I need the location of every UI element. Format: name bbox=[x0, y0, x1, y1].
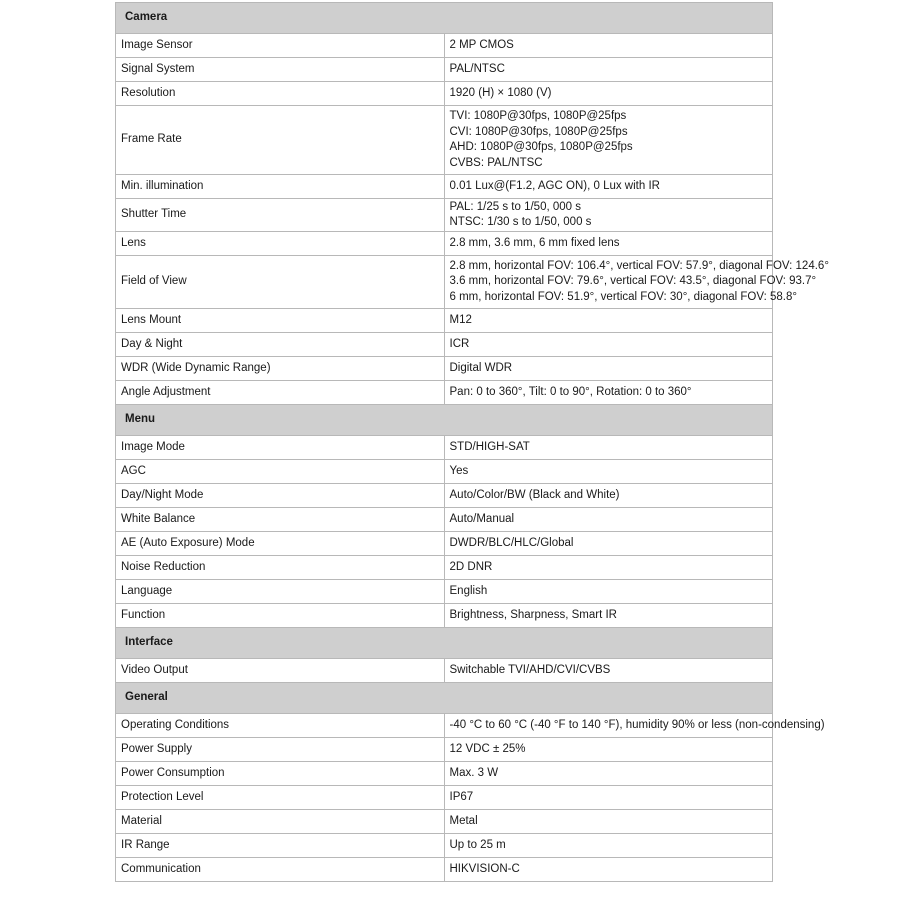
spec-row bbox=[116, 714, 773, 738]
spec-label: Image Mode bbox=[116, 436, 445, 460]
spec-value-line: PAL: 1/25 s to 1/50, 000 s bbox=[449, 200, 581, 213]
spec-table-body bbox=[116, 3, 829, 882]
spec-row bbox=[116, 333, 773, 357]
spec-label: WDR (Wide Dynamic Range) bbox=[116, 357, 445, 381]
spec-value-line: Auto/Color/BW (Black and White) bbox=[449, 488, 620, 501]
spec-label: Min. illumination bbox=[116, 175, 445, 199]
spec-value bbox=[444, 858, 773, 882]
spec-label: Power Consumption bbox=[116, 762, 445, 786]
spec-value-line: 6 mm, horizontal FOV: 51.9°, vertical FOV: 30°, diagonal FOV: 58.8° bbox=[449, 290, 797, 303]
spec-value-line: 12 VDC ± 25% bbox=[449, 742, 526, 755]
spec-label: Communication bbox=[116, 858, 445, 882]
spec-label: Operating Conditions bbox=[116, 714, 445, 738]
spec-value bbox=[444, 58, 773, 82]
spec-value-line: HIKVISION-C bbox=[449, 862, 520, 875]
spec-value bbox=[444, 232, 773, 256]
spec-value bbox=[444, 82, 773, 106]
spec-label: Signal System bbox=[116, 58, 445, 82]
spec-value-line: Yes bbox=[449, 464, 469, 477]
spec-label: Resolution bbox=[116, 82, 445, 106]
spec-value bbox=[444, 659, 773, 683]
spec-value-line: English bbox=[449, 584, 488, 597]
spec-value-line: 3.6 mm, horizontal FOV: 79.6°, vertical FOV: 43.5°, diagonal FOV: 93.7° bbox=[449, 275, 817, 288]
spec-label: Shutter Time bbox=[116, 199, 445, 232]
spec-row bbox=[116, 309, 773, 333]
spec-value-line: 2D DNR bbox=[449, 560, 493, 573]
spec-value-line: IP67 bbox=[449, 790, 474, 803]
spec-value-line: -40 °C to 60 °C (-40 °F to 140 °F), humidity 90% or less (non-condensing) bbox=[449, 718, 825, 731]
spec-value bbox=[444, 381, 773, 405]
spec-value bbox=[444, 786, 773, 810]
spec-value bbox=[444, 256, 829, 309]
spec-row bbox=[116, 556, 773, 580]
section-title: Camera bbox=[116, 3, 773, 34]
spec-value bbox=[444, 199, 773, 232]
spec-value bbox=[444, 810, 773, 834]
spec-value-line: Pan: 0 to 360°, Tilt: 0 to 90°, Rotation: 0 to 360° bbox=[449, 385, 692, 398]
spec-label: Day & Night bbox=[116, 333, 445, 357]
section-title: Interface bbox=[116, 628, 773, 659]
spec-value bbox=[444, 532, 773, 556]
spec-value-line: STD/HIGH-SAT bbox=[449, 440, 530, 453]
spec-value bbox=[444, 604, 773, 628]
spec-row bbox=[116, 106, 773, 175]
spec-value bbox=[444, 484, 773, 508]
spec-value-line: 2.8 mm, horizontal FOV: 106.4°, vertical FOV: 57.9°, diagonal FOV: 124.6° bbox=[449, 259, 829, 272]
spec-label: Language bbox=[116, 580, 445, 604]
spec-label: Function bbox=[116, 604, 445, 628]
spec-row bbox=[116, 436, 773, 460]
spec-value-line: Brightness, Sharpness, Smart IR bbox=[449, 608, 617, 621]
spec-value bbox=[444, 333, 773, 357]
spec-value-line: AHD: 1080P@30fps, 1080P@25fps bbox=[449, 141, 633, 153]
spec-value-line: Up to 25 m bbox=[449, 838, 506, 851]
spec-value-line: 2.8 mm, 3.6 mm, 6 mm fixed lens bbox=[449, 236, 620, 249]
spec-value bbox=[444, 175, 773, 199]
spec-row bbox=[116, 786, 773, 810]
spec-row bbox=[116, 738, 773, 762]
spec-label: Noise Reduction bbox=[116, 556, 445, 580]
spec-row bbox=[116, 659, 773, 683]
section-title: General bbox=[116, 683, 773, 714]
spec-row bbox=[116, 232, 773, 256]
spec-value-line: 0.01 Lux@(F1.2, AGC ON), 0 Lux with IR bbox=[449, 179, 660, 192]
spec-label: AE (Auto Exposure) Mode bbox=[116, 532, 445, 556]
spec-label: AGC bbox=[116, 460, 445, 484]
spec-table bbox=[115, 2, 829, 882]
spec-label: Protection Level bbox=[116, 786, 445, 810]
spec-value-line: 2 MP CMOS bbox=[449, 38, 514, 51]
spec-row bbox=[116, 256, 773, 309]
spec-value bbox=[444, 508, 773, 532]
spec-row bbox=[116, 834, 773, 858]
section-header-row bbox=[116, 405, 773, 436]
spec-label: Video Output bbox=[116, 659, 445, 683]
spec-value bbox=[444, 106, 773, 175]
spec-row bbox=[116, 34, 773, 58]
spec-value-line: CVI: 1080P@30fps, 1080P@25fps bbox=[449, 125, 628, 138]
spec-row bbox=[116, 604, 773, 628]
spec-row bbox=[116, 460, 773, 484]
spec-row bbox=[116, 82, 773, 106]
spec-label: Image Sensor bbox=[116, 34, 445, 58]
spec-value-line: Digital WDR bbox=[449, 361, 513, 374]
spec-value bbox=[444, 460, 773, 484]
spec-sheet bbox=[115, 2, 829, 882]
spec-label: Power Supply bbox=[116, 738, 445, 762]
spec-value bbox=[444, 738, 773, 762]
spec-row bbox=[116, 762, 773, 786]
spec-label: IR Range bbox=[116, 834, 445, 858]
spec-value bbox=[444, 309, 773, 333]
spec-value-line: DWDR/BLC/HLC/Global bbox=[449, 536, 574, 549]
spec-label: Lens bbox=[116, 232, 445, 256]
spec-label: White Balance bbox=[116, 508, 445, 532]
spec-row bbox=[116, 58, 773, 82]
spec-label: Day/Night Mode bbox=[116, 484, 445, 508]
section-header-row bbox=[116, 3, 773, 34]
spec-label: Field of View bbox=[116, 256, 445, 309]
spec-value-line: TVI: 1080P@30fps, 1080P@25fps bbox=[449, 110, 627, 122]
spec-row bbox=[116, 381, 773, 405]
spec-value bbox=[444, 714, 825, 738]
spec-row bbox=[116, 508, 773, 532]
spec-value-line: Switchable TVI/AHD/CVI/CVBS bbox=[449, 663, 611, 676]
section-header-row bbox=[116, 628, 773, 659]
spec-label: Frame Rate bbox=[116, 106, 445, 175]
spec-label: Lens Mount bbox=[116, 309, 445, 333]
spec-value bbox=[444, 556, 773, 580]
spec-label: Material bbox=[116, 810, 445, 834]
spec-value bbox=[444, 762, 773, 786]
spec-value bbox=[444, 436, 773, 460]
spec-value-line: M12 bbox=[449, 313, 472, 326]
spec-row bbox=[116, 810, 773, 834]
spec-value-line: Max. 3 W bbox=[449, 766, 499, 779]
section-title: Menu bbox=[116, 405, 773, 436]
spec-value bbox=[444, 357, 773, 381]
section-header-row bbox=[116, 683, 773, 714]
spec-value bbox=[444, 834, 773, 858]
spec-value-line: NTSC: 1/30 s to 1/50, 000 s bbox=[449, 216, 592, 228]
spec-value-line: Auto/Manual bbox=[449, 512, 515, 525]
spec-value-line: 1920 (H) × 1080 (V) bbox=[449, 86, 552, 99]
spec-value bbox=[444, 580, 773, 604]
spec-value-line: CVBS: PAL/NTSC bbox=[449, 156, 543, 169]
spec-row bbox=[116, 858, 773, 882]
spec-label: Angle Adjustment bbox=[116, 381, 445, 405]
spec-row bbox=[116, 484, 773, 508]
spec-row bbox=[116, 357, 773, 381]
spec-row bbox=[116, 199, 773, 232]
spec-row bbox=[116, 532, 773, 556]
spec-row bbox=[116, 580, 773, 604]
spec-value-line: Metal bbox=[449, 814, 478, 827]
spec-value-line: ICR bbox=[449, 337, 470, 350]
spec-value bbox=[444, 34, 773, 58]
spec-value-line: PAL/NTSC bbox=[449, 62, 505, 75]
spec-row bbox=[116, 175, 773, 199]
